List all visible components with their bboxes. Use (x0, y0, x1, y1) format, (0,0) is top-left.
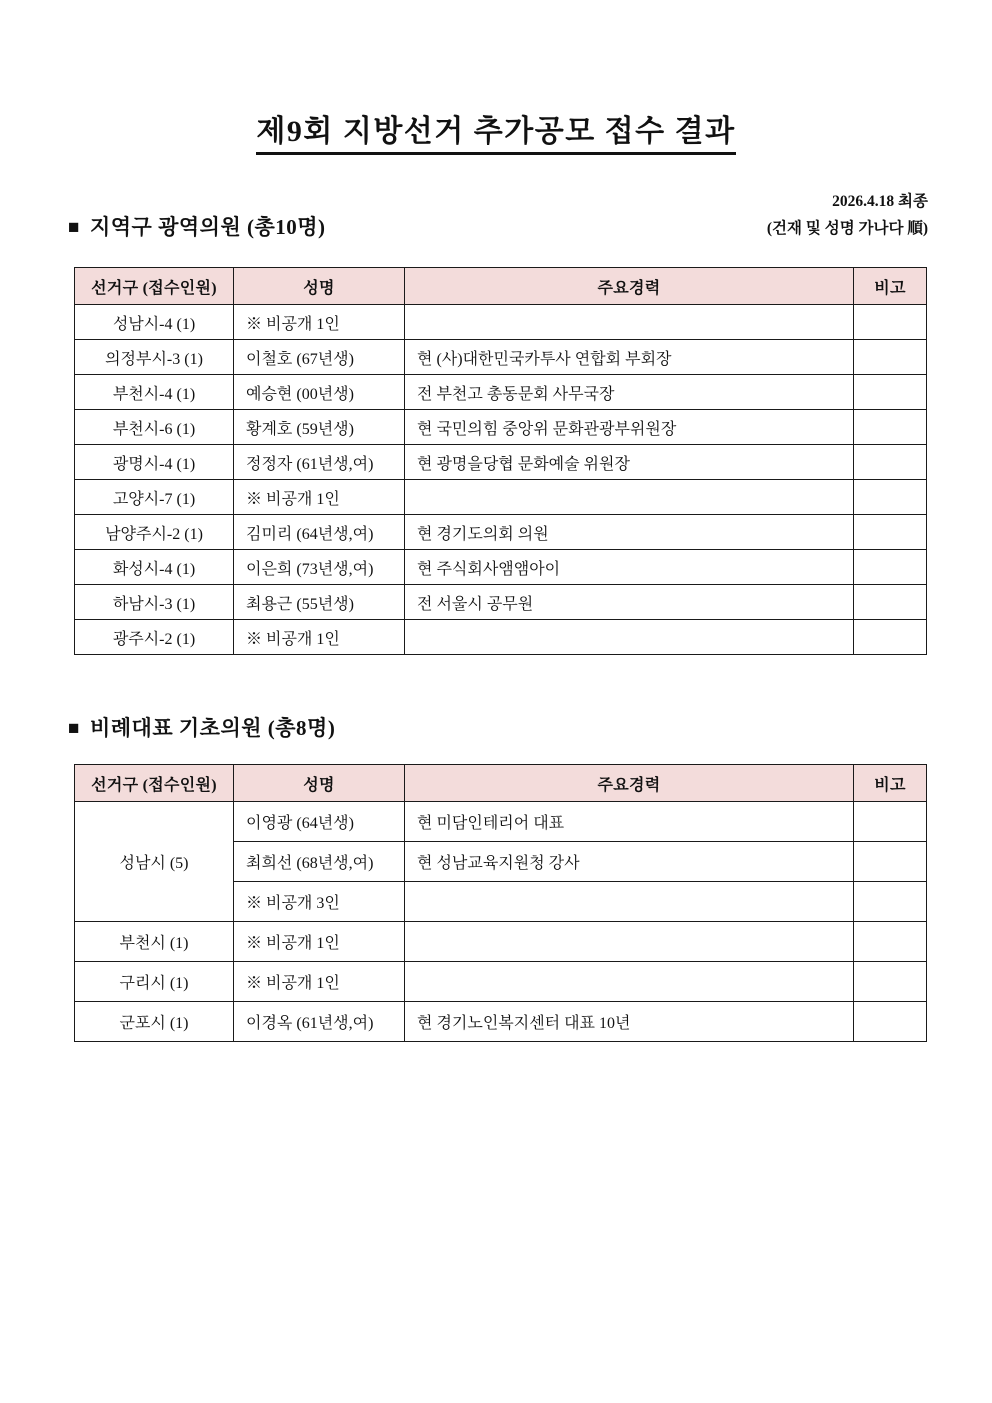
section-title-text: 비례대표 기초의원 (총8명) (89, 716, 336, 740)
cell-district: 성남시-4 (1) (75, 305, 234, 340)
cell-career: 현 국민의힘 중앙위 문화관광부위원장 (405, 410, 854, 445)
cell-district: 성남시 (5) (75, 802, 234, 922)
column-header-career: 주요경력 (405, 268, 854, 305)
cell-career (405, 882, 854, 922)
cell-district: 광주시-2 (1) (75, 620, 234, 655)
section-title-text: 지역구 광역의원 (총10명) (89, 215, 326, 239)
cell-district: 남양주시-2 (1) (75, 515, 234, 550)
cell-career: 현 (사)대한민국카투사 연합회 부회장 (405, 340, 854, 375)
section-heading-proportional (68, 712, 992, 742)
cell-name: 이영광 (64년생) (234, 802, 405, 842)
cell-name: 최희선 (68년생,여) (234, 842, 405, 882)
black-square-bullet-icon: ■ (68, 217, 80, 238)
cell-note (854, 962, 927, 1002)
cell-district: 부천시-6 (1) (75, 410, 234, 445)
cell-note (854, 585, 927, 620)
cell-career (405, 620, 854, 655)
column-header-career: 주요경력 (405, 765, 854, 802)
table-row (75, 340, 927, 375)
column-header-name: 성명 (234, 268, 405, 305)
cell-district: 하남시-3 (1) (75, 585, 234, 620)
column-header-note: 비고 (854, 268, 927, 305)
cell-district: 의정부시-3 (1) (75, 340, 234, 375)
page-title: 제9회 지방선거 추가공모 접수 결과 (256, 106, 735, 155)
cell-career (405, 922, 854, 962)
table-row (75, 410, 927, 445)
cell-note (854, 410, 927, 445)
cell-note (854, 882, 927, 922)
table-row (75, 445, 927, 480)
cell-district: 부천시-4 (1) (75, 375, 234, 410)
section-heading-regional (68, 211, 326, 241)
column-header-district: 선거구 (접수인원) (75, 268, 234, 305)
document-title-block (0, 0, 992, 155)
sort-order-note: (건재 및 성명 가나다 順) (766, 220, 928, 237)
cell-name: ※ 비공개 1인 (234, 620, 405, 655)
cell-name: ※ 비공개 3인 (234, 882, 405, 922)
header-band (0, 155, 992, 267)
table-header-row (75, 765, 927, 802)
cell-career (405, 305, 854, 340)
cell-note (854, 445, 927, 480)
cell-note (854, 842, 927, 882)
cell-career (405, 962, 854, 1002)
table-row (75, 585, 927, 620)
table-row (75, 962, 927, 1002)
cell-name: ※ 비공개 1인 (234, 922, 405, 962)
table-row (75, 305, 927, 340)
cell-name: 이철호 (67년생) (234, 340, 405, 375)
cell-career: 현 주식회사앰앰아이 (405, 550, 854, 585)
proportional-council-table (74, 764, 927, 1042)
cell-career: 현 광명을당협 문화예술 위원장 (405, 445, 854, 480)
cell-career (405, 480, 854, 515)
cell-note (854, 340, 927, 375)
table-row (75, 550, 927, 585)
cell-district: 광명시-4 (1) (75, 445, 234, 480)
table-row (75, 375, 927, 410)
cell-note (854, 1002, 927, 1042)
cell-name: ※ 비공개 1인 (234, 480, 405, 515)
cell-district: 화성시-4 (1) (75, 550, 234, 585)
cell-district: 고양시-7 (1) (75, 480, 234, 515)
cell-career: 전 부천고 총동문회 사무국장 (405, 375, 854, 410)
cell-district: 부천시 (1) (75, 922, 234, 962)
table-row (75, 1002, 927, 1042)
cell-name: 이경옥 (61년생,여) (234, 1002, 405, 1042)
black-square-bullet-icon: ■ (68, 718, 80, 739)
cell-name: 최용근 (55년생) (234, 585, 405, 620)
cell-district: 군포시 (1) (75, 1002, 234, 1042)
table-row (75, 480, 927, 515)
cell-name: 예승현 (00년생) (234, 375, 405, 410)
cell-note (854, 802, 927, 842)
cell-note (854, 480, 927, 515)
column-header-note: 비고 (854, 765, 927, 802)
column-header-district: 선거구 (접수인원) (75, 765, 234, 802)
cell-note (854, 515, 927, 550)
cell-name: ※ 비공개 1인 (234, 305, 405, 340)
date-note: 2026.4.18 최종 (832, 193, 928, 210)
cell-note (854, 922, 927, 962)
table-row (75, 922, 927, 962)
meta-notes (767, 188, 928, 242)
cell-name: 정정자 (61년생,여) (234, 445, 405, 480)
cell-name: ※ 비공개 1인 (234, 962, 405, 1002)
cell-note (854, 305, 927, 340)
cell-note (854, 550, 927, 585)
cell-career: 현 미담인테리어 대표 (405, 802, 854, 842)
cell-career: 현 성남교육지원청 강사 (405, 842, 854, 882)
table-row (75, 515, 927, 550)
cell-note (854, 620, 927, 655)
cell-name: 이은희 (73년생,여) (234, 550, 405, 585)
table-header-row (75, 268, 927, 305)
cell-name: 김미리 (64년생,여) (234, 515, 405, 550)
cell-career: 현 경기노인복지센터 대표 10년 (405, 1002, 854, 1042)
cell-note (854, 375, 927, 410)
table-row (75, 802, 927, 842)
cell-career: 현 경기도의회 의원 (405, 515, 854, 550)
column-header-name: 성명 (234, 765, 405, 802)
table-row (75, 620, 927, 655)
regional-council-table (74, 267, 927, 655)
cell-name: 황계호 (59년생) (234, 410, 405, 445)
cell-career: 전 서울시 공무원 (405, 585, 854, 620)
cell-district: 구리시 (1) (75, 962, 234, 1002)
